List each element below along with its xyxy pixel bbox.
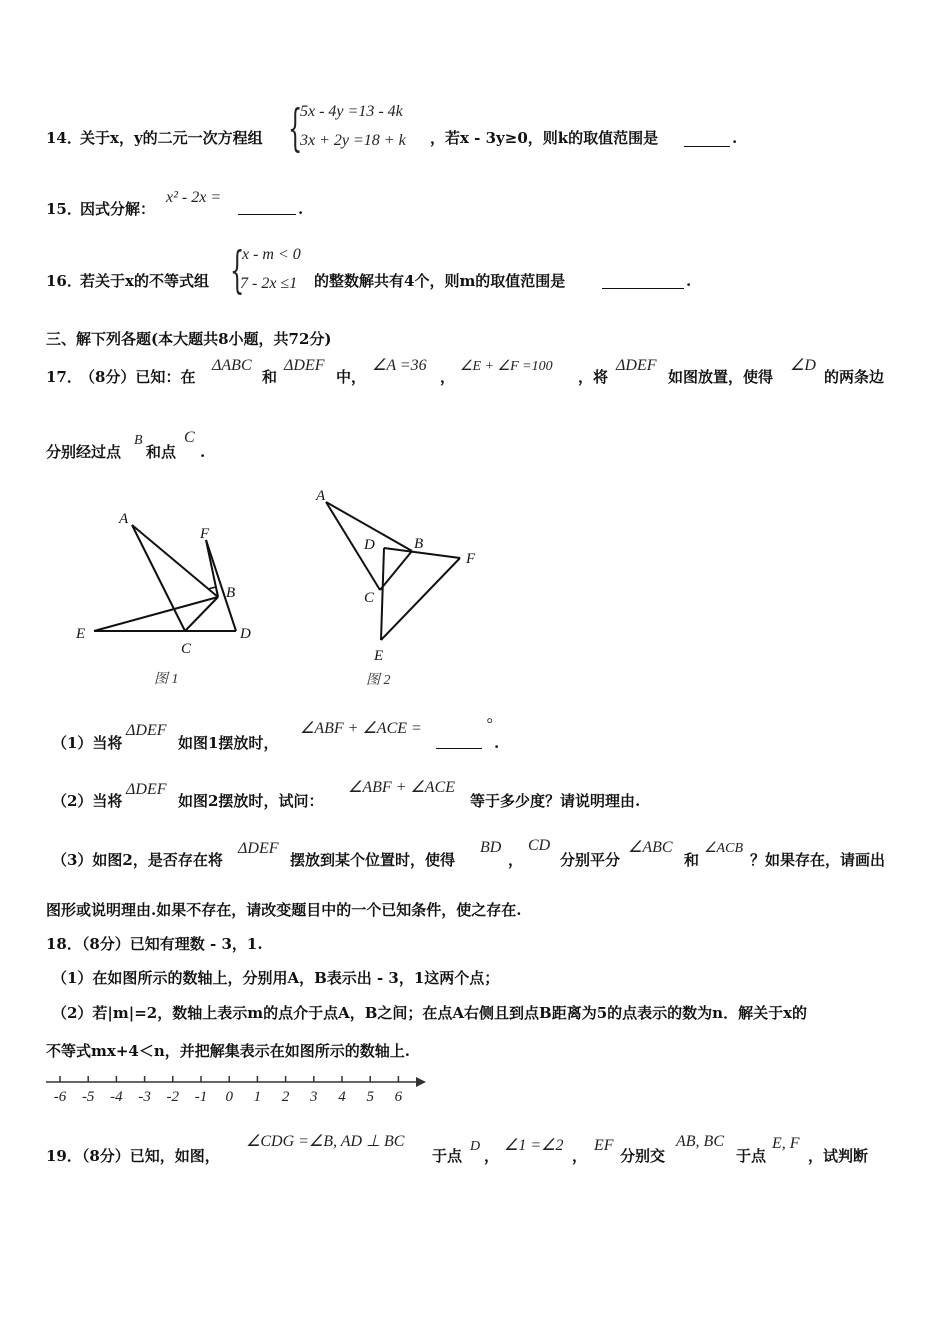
q19-cross: 分别交	[620, 1147, 666, 1165]
fig2-label: D	[364, 537, 375, 553]
q17-angle-d: ∠D	[790, 357, 816, 374]
q19-comma: ，	[484, 1147, 500, 1165]
q15-expression: x² - 2x =	[166, 189, 222, 206]
q17-triangle-abc: ΔABC	[212, 357, 252, 374]
q17-part-3-line-2: 图形或说明理由.如果不存在，请改变题目中的一个已知条件，使之存在.	[46, 901, 522, 919]
fig1-caption: 图 1	[154, 672, 179, 687]
q14-prefix: 关于x，y的二元一次方程组	[80, 129, 263, 147]
fig2-label: A	[316, 488, 326, 504]
q19-tail: ，试判断	[808, 1147, 869, 1165]
q17-part-3-bd: BD	[480, 839, 502, 856]
q19-points-e-f: E, F	[772, 1135, 800, 1152]
q18-part-2-line-2: 不等式mx+4＜n，并把解集表示在如图所示的数轴上.	[46, 1042, 410, 1060]
q17-period: .	[200, 443, 206, 461]
q18-part-1: （1）在如图所示的数轴上，分别用A，B表示出 - 3，1这两个点；	[52, 969, 500, 987]
q19-condition-1: ∠CDG =∠B, AD ⊥ BC	[246, 1133, 405, 1150]
q17-part-3-text: 摆放到某个位置时，使得	[290, 851, 456, 869]
q17-triangle-def-2: ΔDEF	[616, 357, 657, 374]
q18-part-2-line-1: （2）若|m|=2，数轴上表示m的点介于点A，B之间；在点A右侧且到点B距离为5的点表示的数为n．解关于x的	[52, 1004, 808, 1022]
q17-part-3-label: （3）如图2，是否存在将	[52, 851, 223, 869]
q16-inequality-2: 7 - 2x ≤1	[240, 275, 298, 292]
q16-answer-blank[interactable]	[602, 274, 684, 289]
q19-condition-2: ∠1 =∠2	[504, 1137, 564, 1154]
q17-part-3-angle-acb: ∠ACB	[704, 841, 743, 856]
q17-part-2-text: 如图2摆放时，试问：	[178, 792, 324, 810]
q17-part-3-comma: ，	[508, 851, 524, 869]
q19-lines-ab-bc: AB, BC	[676, 1133, 724, 1150]
q16-brace: {	[230, 241, 245, 299]
number-line-arrow	[416, 1077, 426, 1087]
q17-and: 和	[262, 368, 278, 386]
fig2-caption: 图 2	[366, 673, 391, 688]
q17-point-c: C	[184, 429, 195, 446]
number-line-tick-label: -4	[110, 1089, 123, 1105]
q17-part-1-expression: ∠ABF + ∠ACE =	[300, 720, 422, 737]
q15-number: 15．	[46, 200, 82, 218]
number-line-tick-label: 3	[310, 1089, 318, 1105]
q17-comma-2: ，将	[578, 368, 609, 386]
number-line-tick-label: -2	[166, 1089, 180, 1105]
q17-point-b: B	[134, 433, 143, 448]
q17-part-3-triangle: ΔDEF	[238, 840, 279, 857]
fig2-label: F	[466, 551, 476, 567]
figure-1	[70, 505, 270, 690]
q17-part-2-expression: ∠ABF + ∠ACE	[348, 779, 456, 796]
number-line[interactable]	[40, 1070, 430, 1110]
q14-brace: {	[288, 99, 303, 157]
q16-prefix: 若关于x的不等式组	[80, 272, 209, 290]
q15-answer-blank[interactable]	[238, 200, 296, 215]
number-line-tick-label: -5	[81, 1089, 95, 1105]
q14-condition: ，若x - 3y≥0，则k的取值范围是	[430, 129, 659, 147]
q19-line-ef: EF	[594, 1137, 614, 1154]
q17-angle-e-f: ∠E + ∠F =100	[460, 359, 553, 374]
q19-point-d: D	[470, 1139, 481, 1154]
q14-equation-2: 3x + 2y =18 + k	[300, 132, 406, 149]
q17-part-2-triangle: ΔDEF	[126, 781, 167, 798]
q17-part-2-label: （2）当将	[52, 792, 123, 810]
q17-part-1-text: 如图1摆放时，	[178, 734, 279, 752]
q17-part-3-bisect: 分别平分	[560, 851, 621, 869]
q16-number: 16．	[46, 272, 82, 290]
q17-and-point: 和点	[146, 443, 177, 461]
q19-at: 于点	[432, 1147, 463, 1165]
q19-at-2: 于点	[736, 1147, 767, 1165]
q17-part-1-period: .	[494, 734, 500, 752]
figure-2	[300, 480, 500, 690]
fig1-line-e-b	[94, 597, 218, 631]
fig2-label: B	[414, 536, 424, 552]
q17-two-sides: 的两条边	[824, 368, 885, 386]
q14-period: .	[732, 129, 738, 147]
number-line-tick-label: 5	[366, 1089, 374, 1105]
fig2-label: C	[364, 590, 375, 606]
q16-inequality-1: x - m < 0	[242, 246, 301, 263]
number-line-tick-label: -1	[194, 1089, 208, 1105]
fig2-line-f-e	[381, 558, 460, 640]
number-line-tick-label: -3	[138, 1089, 151, 1105]
q17-part-1-triangle: ΔDEF	[126, 722, 167, 739]
fig2-line-b-c	[380, 551, 412, 590]
q17-place-text: 如图放置，使得	[668, 368, 774, 386]
fig1-label: C	[181, 641, 192, 657]
q18-heading: 18．（8分）已知有理数 - 3，1.	[46, 935, 263, 953]
q17-line-2: 分别经过点	[46, 443, 122, 461]
q17-part-3-angle-abc: ∠ABC	[628, 839, 673, 856]
q19-heading: 19．（8分）已知，如图，	[46, 1147, 220, 1165]
q17-triangle-def: ΔDEF	[284, 357, 325, 374]
fig1-label: A	[119, 511, 129, 527]
q17-angle-a: ∠A =36	[372, 357, 427, 374]
q17-part-1-label: （1）当将	[52, 734, 123, 752]
number-line-tick-label: 6	[394, 1089, 403, 1105]
q17-part-2-tail: 等于多少度？请说明理由.	[470, 792, 641, 810]
number-line-tick-label: 0	[225, 1089, 233, 1105]
q17-part-3-cd: CD	[528, 837, 551, 854]
number-line-tick-label: -6	[53, 1089, 67, 1105]
q17-comma-1: ，	[440, 368, 456, 386]
section-3-heading: 三、解下列各题(本大题共8小题，共72分)	[46, 330, 332, 348]
q17-part-3-tail: ？如果存在，请画出	[750, 851, 886, 869]
fig1-label: B	[226, 585, 236, 601]
q14-equation-1: 5x - 4y =13 - 4k	[300, 103, 403, 120]
fig2-label: E	[374, 648, 384, 664]
q15-period: .	[298, 200, 304, 218]
fig1-label: E	[76, 626, 86, 642]
fig2-line-d-e	[381, 548, 384, 640]
q17-number: 17．	[46, 368, 82, 386]
number-line-tick-label: 1	[253, 1089, 262, 1105]
number-line-tick-label: 4	[338, 1089, 346, 1105]
q17-in: 中，	[336, 368, 367, 386]
fig1-line-a-c	[132, 525, 185, 631]
q16-period: .	[686, 272, 692, 290]
q17-part-1-degree: °	[486, 716, 493, 733]
q15-text: 因式分解：	[80, 200, 156, 218]
fig1-label: D	[240, 626, 251, 642]
fig1-label: F	[200, 526, 210, 542]
q17-score: （8分）已知：在	[80, 368, 196, 386]
q16-condition: 的整数解共有4个，则m的取值范围是	[314, 272, 566, 290]
q19-comma-2: ，	[572, 1147, 588, 1165]
q14-answer-blank[interactable]	[684, 132, 730, 147]
number-line-tick-label: 2	[281, 1089, 290, 1105]
q14-number: 14．	[46, 129, 82, 147]
q17-part-1-blank[interactable]	[436, 734, 482, 749]
q17-part-3-and: 和	[684, 851, 700, 869]
